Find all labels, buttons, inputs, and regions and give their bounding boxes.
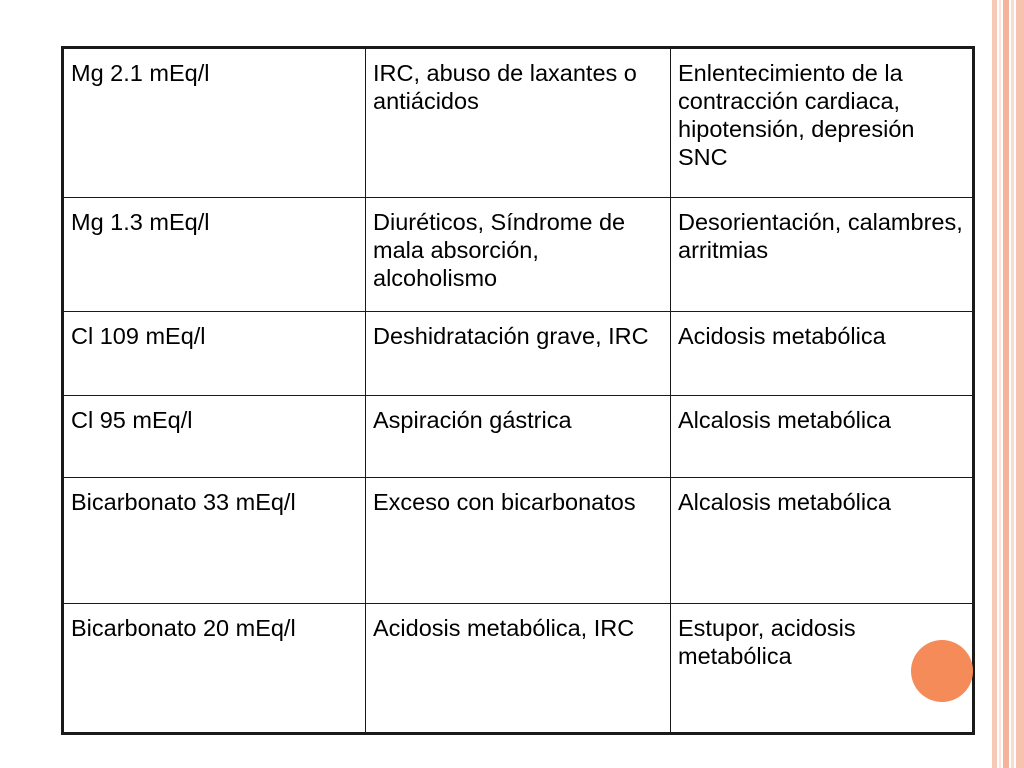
value-cell: Cl 109 mEq/l (63, 312, 366, 396)
effect-cell: Desorientación, calambres, arritmias (671, 198, 974, 312)
cause-cell: Acidosis metabólica, IRC (366, 604, 671, 734)
decorative-stripe (1011, 0, 1014, 768)
table-row (63, 198, 974, 312)
decorative-stripe (1016, 0, 1024, 768)
electrolyte-table (61, 46, 975, 735)
decorative-stripe (999, 0, 1001, 768)
effect-cell: Estupor, acidosis metabólica (671, 604, 974, 734)
decorative-stripe (992, 0, 997, 768)
cause-cell: Deshidratación grave, IRC (366, 312, 671, 396)
effect-cell: Alcalosis metabólica (671, 396, 974, 478)
value-cell: Bicarbonato 20 mEq/l (63, 604, 366, 734)
effect-cell: Enlentecimiento de la contracción cardiaca, hipotensión, depresión SNC (671, 48, 974, 198)
cause-cell: IRC, abuso de laxantes o antiácidos (366, 48, 671, 198)
value-cell: Bicarbonato 33 mEq/l (63, 478, 366, 604)
cause-cell: Exceso con bicarbonatos (366, 478, 671, 604)
value-cell: Cl 95 mEq/l (63, 396, 366, 478)
table-row (63, 396, 974, 478)
value-cell: Mg 2.1 mEq/l (63, 48, 366, 198)
table-row (63, 312, 974, 396)
cause-cell: Diuréticos, Síndrome de mala absorción, alcoholismo (366, 198, 671, 312)
table-row (63, 478, 974, 604)
decorative-stripe (1003, 0, 1009, 768)
effect-cell: Acidosis metabólica (671, 312, 974, 396)
effect-cell: Alcalosis metabólica (671, 478, 974, 604)
cause-cell: Aspiración gástrica (366, 396, 671, 478)
table-row (63, 48, 974, 198)
value-cell: Mg 1.3 mEq/l (63, 198, 366, 312)
table-row (63, 604, 974, 734)
decorative-circle (911, 640, 973, 702)
